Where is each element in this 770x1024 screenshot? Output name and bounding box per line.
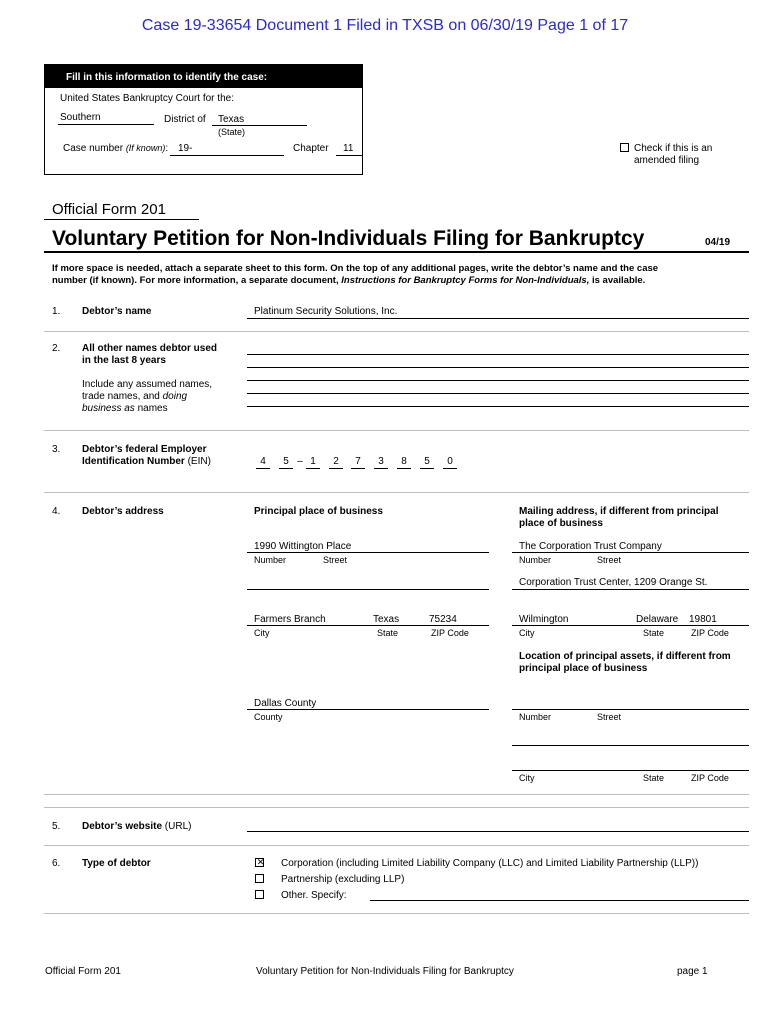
ein-digit: 0 <box>447 456 453 467</box>
partnership-option-label: Partnership (excluding LLP) <box>281 874 405 885</box>
debtor-name-value[interactable]: Platinum Security Solutions, Inc. <box>254 306 398 317</box>
county-label: County <box>254 712 283 722</box>
assets-street-label: Street <box>597 712 622 722</box>
state-underline <box>212 125 307 126</box>
q5-label: Debtor’s website (URL) <box>82 821 192 832</box>
ein-digit-line <box>351 468 365 469</box>
mailing-zip[interactable]: 19801 <box>689 614 717 625</box>
principal-street-label: Street <box>323 555 348 565</box>
ein-digit: 4 <box>260 456 266 467</box>
other-name-line-3[interactable] <box>247 380 749 381</box>
amended-filing-checkbox[interactable] <box>620 143 629 152</box>
assets-heading-1: Location of principal assets, if different from <box>519 651 731 662</box>
mailing-heading-1: Mailing address, if different from principal <box>519 506 719 517</box>
assets-city-label: City <box>519 773 535 783</box>
form-number-underline <box>44 219 199 220</box>
divider <box>44 845 749 846</box>
principal-state[interactable]: Texas <box>373 614 400 625</box>
title-rule <box>44 251 749 253</box>
mailing-street-underline <box>512 552 749 553</box>
case-number-label: Case number (If known): <box>63 143 169 154</box>
chapter-underline <box>336 155 362 156</box>
state-value[interactable]: Texas <box>218 114 245 125</box>
q4-label: Debtor’s address <box>82 506 164 517</box>
assets-state-label: State <box>643 773 665 783</box>
assets-street-line[interactable] <box>512 709 749 710</box>
mailing-city-underline <box>512 625 749 626</box>
principal-street[interactable]: 1990 Wittington Place <box>254 541 352 552</box>
case-info-heading: Fill in this information to identify the case: <box>44 64 363 88</box>
district-underline <box>58 124 154 125</box>
ein-digit-line <box>279 468 293 469</box>
q2-sub-2: trade names, and doing <box>82 391 188 402</box>
other-option-label: Other. Specify: <box>281 890 347 901</box>
district-value[interactable]: Southern <box>60 112 101 123</box>
ein-dash: – <box>297 456 303 467</box>
debtor-name-underline <box>247 318 749 319</box>
principal-street2-line[interactable] <box>247 589 489 590</box>
district-label: District of <box>164 114 206 125</box>
mailing-city-label: City <box>519 628 535 638</box>
ein-digit: 2 <box>333 456 339 467</box>
other-specify-line[interactable] <box>370 900 749 901</box>
mailing-number-label: Number <box>519 555 552 565</box>
court-label: United States Bankruptcy Court for the: <box>60 93 234 104</box>
case-number-value[interactable]: 19- <box>178 143 193 154</box>
q3-label-1: Debtor’s federal Employer <box>82 444 207 455</box>
principal-number-label: Number <box>254 555 287 565</box>
principal-city-underline <box>247 625 489 626</box>
ein-digit-line <box>420 468 434 469</box>
divider <box>44 807 749 808</box>
mailing-zip-label: ZIP Code <box>691 628 729 638</box>
principal-county[interactable]: Dallas County <box>254 698 317 709</box>
principal-heading: Principal place of business <box>254 506 383 517</box>
ein-digit: 8 <box>401 456 407 467</box>
other-name-line-4[interactable] <box>247 393 749 394</box>
q3-label-2: Identification Number (EIN) <box>82 456 211 467</box>
q4-number: 4. <box>52 506 61 517</box>
q5-number: 5. <box>52 821 61 832</box>
other-name-line-2[interactable] <box>247 367 749 368</box>
chapter-value[interactable]: 11 <box>343 143 354 154</box>
divider <box>44 492 749 493</box>
q2-number: 2. <box>52 343 61 354</box>
ein-digit-line <box>256 468 270 469</box>
instructions-line-1: If more space is needed, attach a separate sheet to this form. On the top of any additional pages, write the debtor’s name and the case <box>52 263 659 274</box>
website-input-line[interactable] <box>247 831 749 832</box>
amended-label-2: amended filing <box>634 155 700 166</box>
mailing-street-1[interactable]: The Corporation Trust Company <box>519 541 662 552</box>
ein-digit-line <box>374 468 388 469</box>
other-checkbox[interactable] <box>255 890 264 899</box>
state-label: (State) <box>218 127 246 137</box>
corporation-option-label: Corporation (including Limited Liability Company (LLC) and Limited Liability Partnership (LLP)) <box>281 858 699 869</box>
assets-street2-line[interactable] <box>512 745 749 746</box>
q2-sub-3: business as names <box>82 403 168 414</box>
q3-number: 3. <box>52 444 61 455</box>
partnership-checkbox[interactable] <box>255 874 264 883</box>
principal-state-label: State <box>377 628 399 638</box>
corporation-checkbox[interactable] <box>255 858 264 867</box>
q6-number: 6. <box>52 858 61 869</box>
principal-street-underline <box>247 552 489 553</box>
divider <box>44 331 749 332</box>
instructions-line-2: number (if known). For more information, a separate document, Instructions for Bankruptcy Forms for Non-Individuals, is available. <box>52 275 646 286</box>
q6-label: Type of debtor <box>82 858 151 869</box>
ein-digit: 3 <box>378 456 384 467</box>
other-name-line-1[interactable] <box>247 354 749 355</box>
case-number-underline <box>170 155 284 156</box>
mailing-street2-underline <box>512 589 749 590</box>
assets-zip-label: ZIP Code <box>691 773 729 783</box>
q1-label: Debtor’s name <box>82 306 152 317</box>
assets-heading-2: principal place of business <box>519 663 648 674</box>
footer-form-title: Voluntary Petition for Non-Individuals Filing for Bankruptcy <box>256 966 514 977</box>
ein-digit-line <box>443 468 457 469</box>
footer-page-number: page 1 <box>677 966 708 977</box>
form-version: 04/19 <box>705 237 731 248</box>
principal-city[interactable]: Farmers Branch <box>254 614 326 625</box>
assets-city-line[interactable] <box>512 770 749 771</box>
q1-number: 1. <box>52 306 61 317</box>
ein-digit-line <box>397 468 411 469</box>
divider <box>44 794 749 795</box>
ein-digit: 5 <box>424 456 430 467</box>
ein-digit: 5 <box>283 456 289 467</box>
divider <box>44 913 749 914</box>
ein-digit-line <box>329 468 343 469</box>
footer-form-number: Official Form 201 <box>45 966 121 977</box>
mailing-street-label: Street <box>597 555 622 565</box>
assets-number-label: Number <box>519 712 552 722</box>
other-name-line-5[interactable] <box>247 406 749 407</box>
ein-digit: 7 <box>355 456 361 467</box>
q2-sub-1: Include any assumed names, <box>82 379 213 390</box>
divider <box>44 430 749 431</box>
amended-label-1: Check if this is an <box>634 143 713 154</box>
chapter-label: Chapter <box>293 143 329 154</box>
ein-digit-line <box>306 468 320 469</box>
principal-county-underline <box>247 709 489 710</box>
mailing-state-label: State <box>643 628 665 638</box>
checkmark-x-icon: ✕ <box>256 857 265 867</box>
filing-stamp: Case 19-33654 Document 1 Filed in TXSB on 06/30/19 Page 1 of 17 <box>141 17 629 34</box>
form-number: Official Form 201 <box>52 201 166 218</box>
form-title: Voluntary Petition for Non-Individuals Filing for Bankruptcy <box>52 227 645 250</box>
ein-digit: 1 <box>310 456 316 467</box>
principal-zip-label: ZIP Code <box>431 628 469 638</box>
mailing-heading-2: place of business <box>519 518 603 529</box>
principal-city-label: City <box>254 628 270 638</box>
mailing-city[interactable]: Wilmington <box>519 614 569 625</box>
q2-label-2: in the last 8 years <box>82 355 166 366</box>
mailing-street-2[interactable]: Corporation Trust Center, 1209 Orange St. <box>519 577 708 588</box>
principal-zip[interactable]: 75234 <box>429 614 457 625</box>
q2-label-1: All other names debtor used <box>82 343 218 354</box>
mailing-state[interactable]: Delaware <box>636 614 679 625</box>
